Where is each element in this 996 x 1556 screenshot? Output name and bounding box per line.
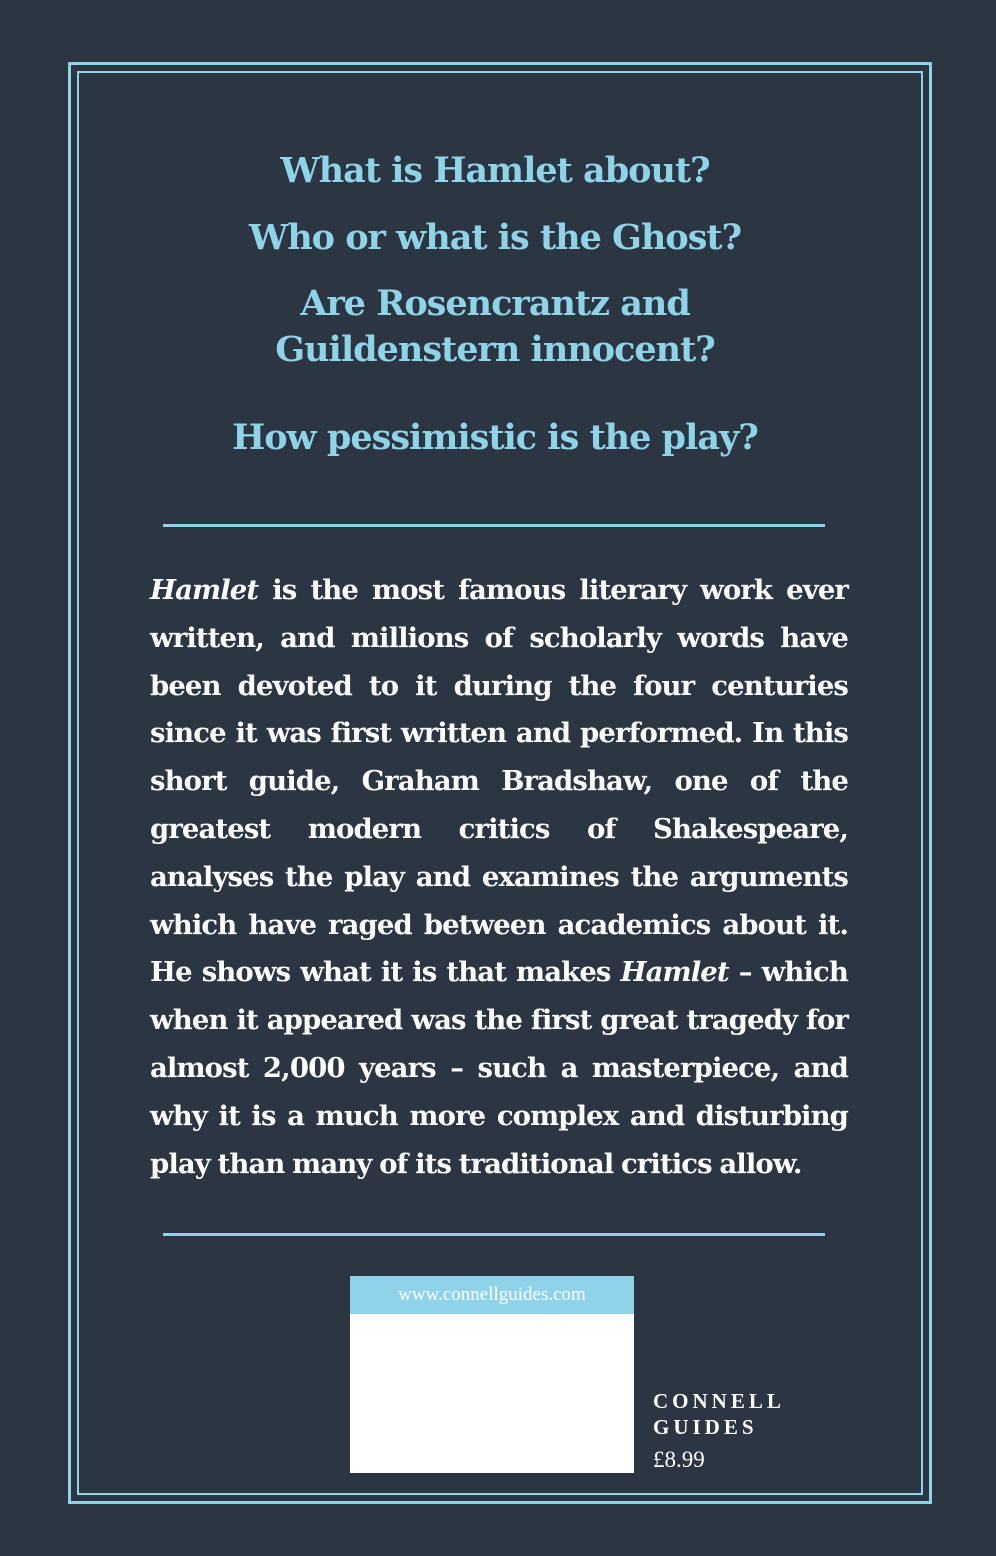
price: £8.99 — [653, 1447, 705, 1472]
blurb-title-1: Hamlet — [150, 574, 259, 606]
divider-top — [163, 524, 825, 527]
question-3-line-2: Guildenstern innocent? — [275, 329, 715, 370]
blurb-title-2: Hamlet — [620, 956, 729, 989]
publisher-name-line-2: GUIDES — [653, 1415, 758, 1439]
barcode-area — [350, 1276, 634, 1473]
blurb-part-2: – which when it appeared was the first great tragedy for almost 2,000 years – such a masterpiece, and why it is a much more complex and disturbing play than many of its traditional critics allow. — [150, 956, 848, 1180]
publisher-logo — [653, 1388, 785, 1440]
question-4: How pessimistic is the play? — [232, 417, 758, 458]
website-link[interactable]: www.connellguides.com — [350, 1276, 634, 1314]
divider-bottom — [163, 1233, 825, 1236]
blurb-text — [150, 567, 848, 1188]
publisher-name-line-1: CONNELL — [653, 1389, 785, 1413]
question-2: Who or what is the Ghost? — [248, 217, 742, 258]
question-1: What is Hamlet about? — [280, 150, 710, 191]
question-3-line-1: Are Rosencrantz and — [300, 283, 690, 324]
blurb-part-1: is the most famous literary work ever written, and millions of scholarly words have been devoted to it during the four centuries since it was first written and performed. In this short guide, Graham Bradshaw, one of the greatest modern critics of Shakespeare, analyses the play and examines the arguments which have raged between academics about it. He shows what it is that makes — [150, 574, 848, 989]
